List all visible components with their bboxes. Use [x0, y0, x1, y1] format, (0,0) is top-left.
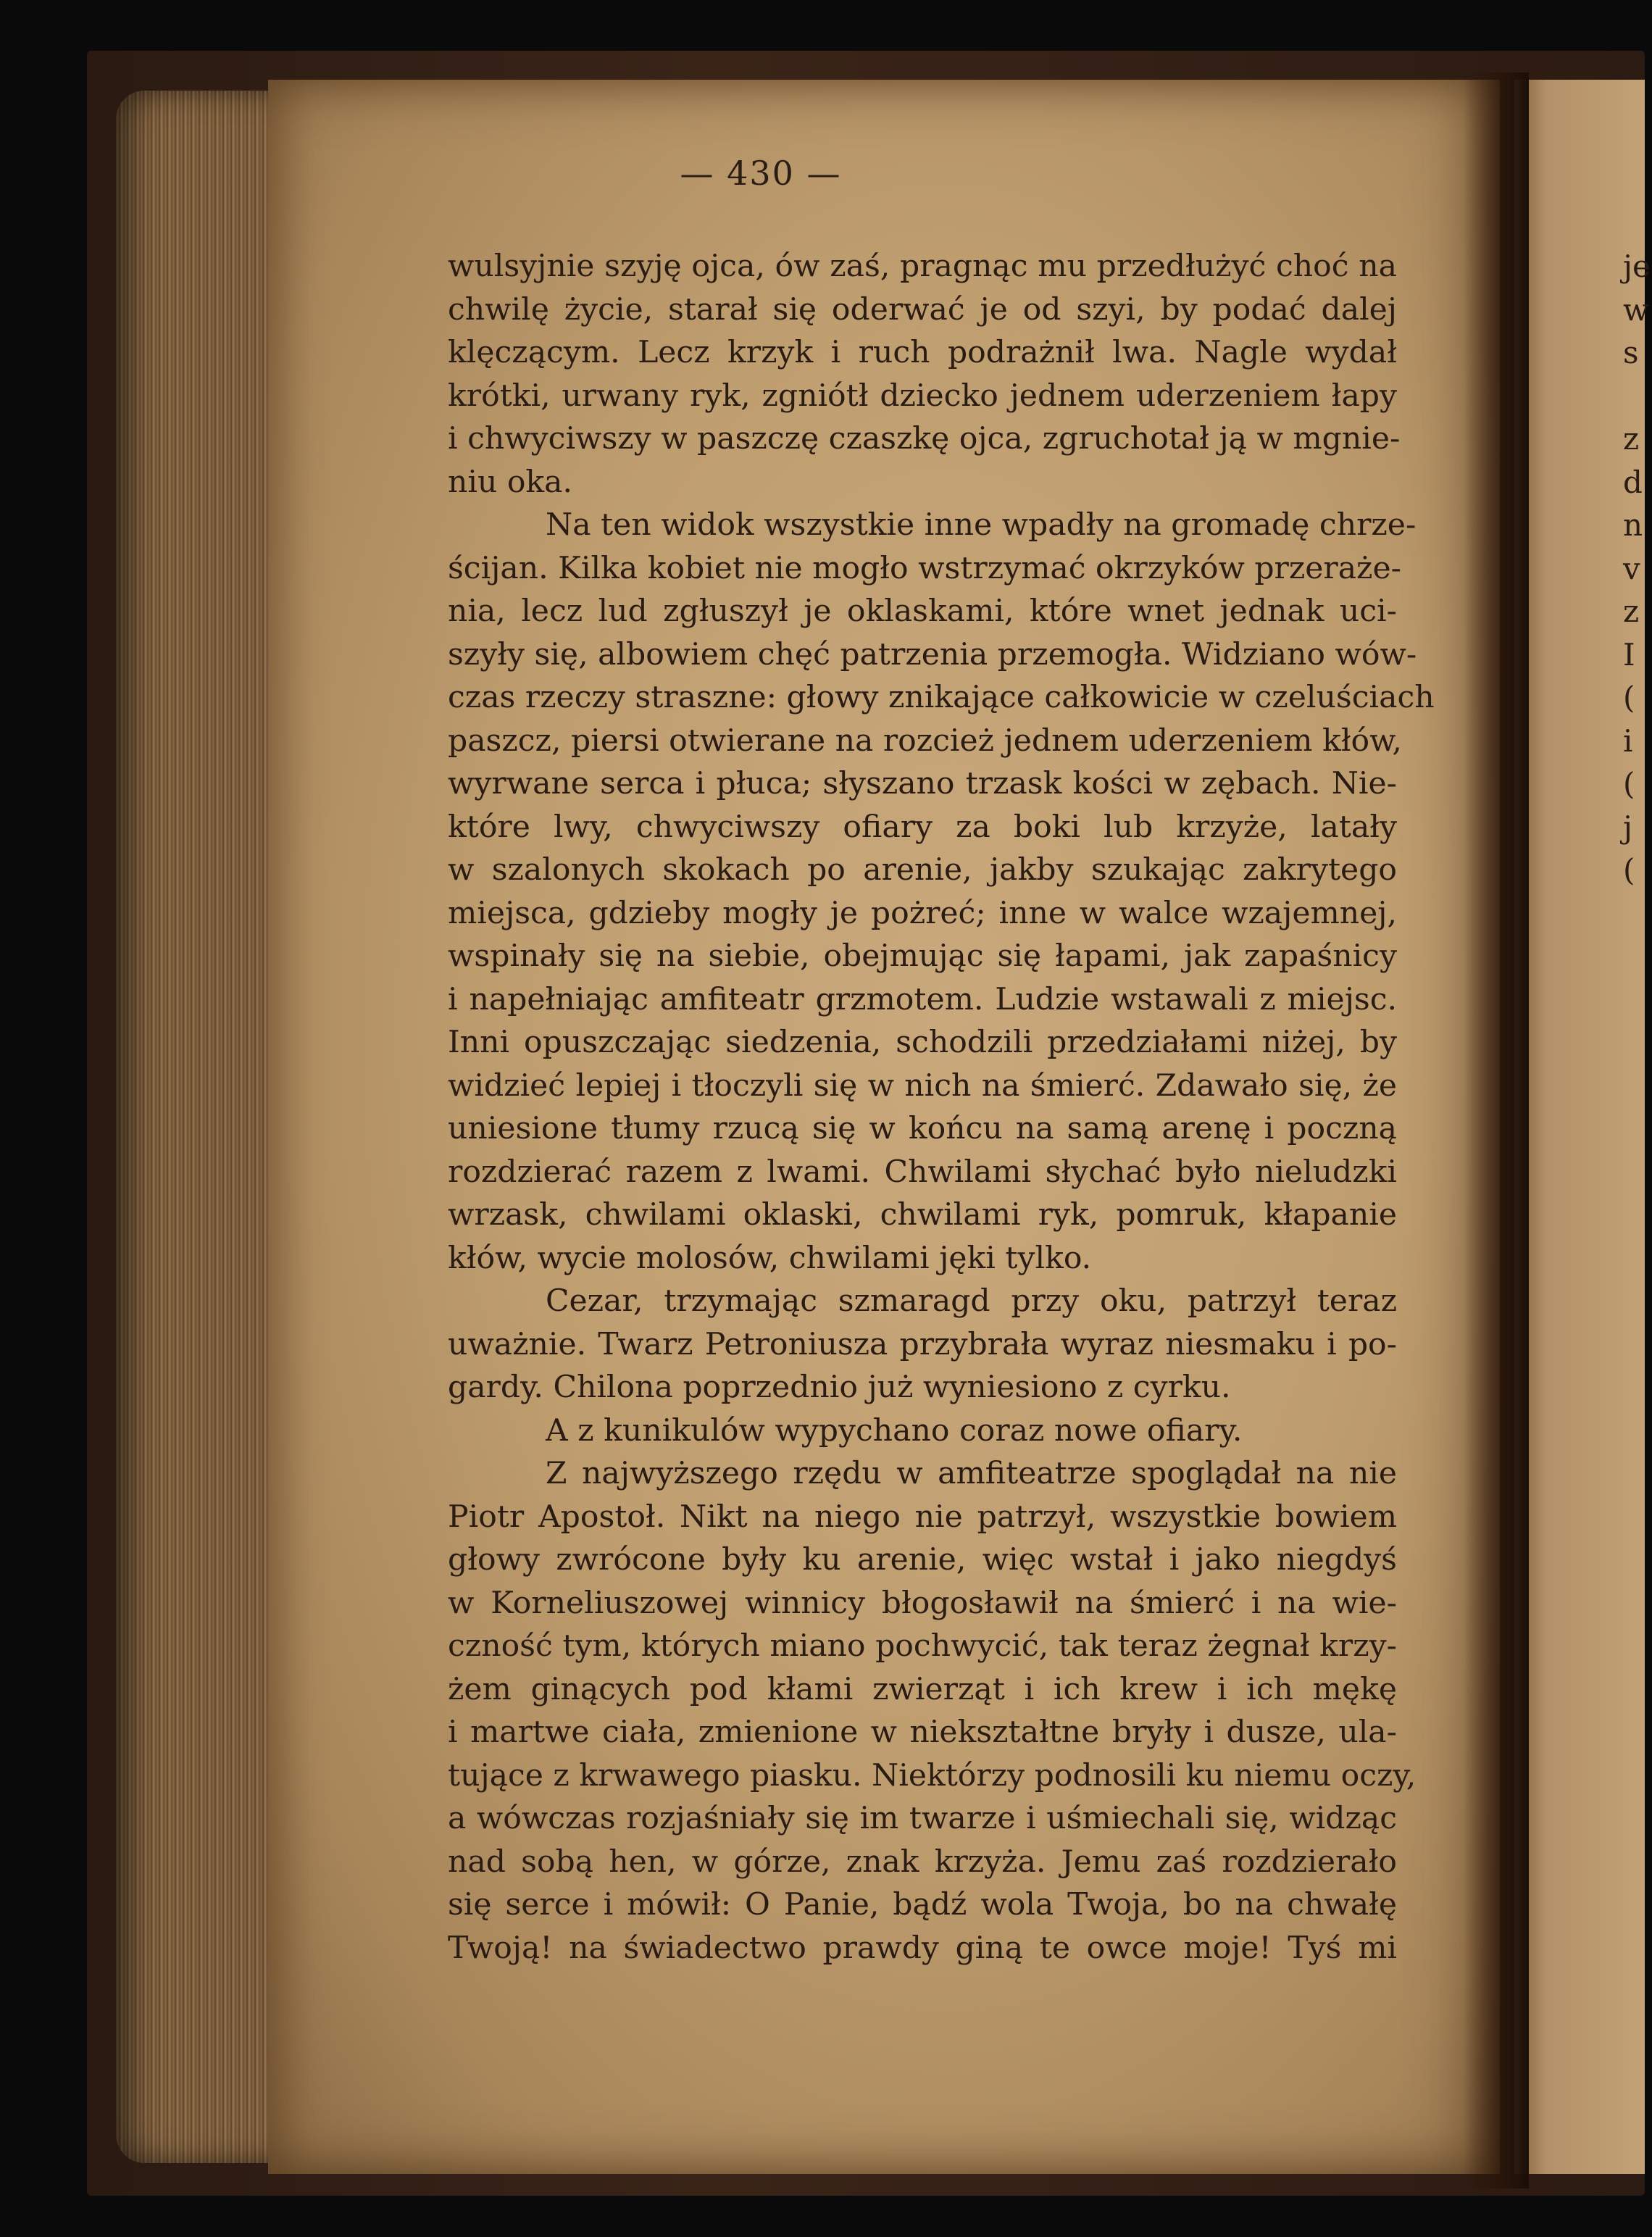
text-line: Piotr Apostoł. Nikt na niego nie patrzył, wszystkie bowiem: [448, 1499, 1397, 1535]
text-line: rozdzierać razem z lwami. Chwilami słychać było nieludzki: [448, 1154, 1397, 1190]
right-page-fragment: s: [1623, 335, 1639, 370]
text-line: nia, lecz lud zgłuszył je oklaskami, które wnet jednak uci-: [448, 593, 1397, 629]
right-page-fragment: [1623, 375, 1652, 418]
right-page-fragment: (: [1623, 852, 1635, 888]
text-line: głowy zwrócone były ku arenie, więc wstał i jako niegdyś: [448, 1542, 1397, 1578]
right-page-fragment: z: [1623, 421, 1640, 457]
text-line: i martwe ciała, zmienione w niekształtne bryły i dusze, ula-: [448, 1715, 1397, 1750]
right-page-fragment: (: [1623, 680, 1635, 715]
text-line: Twoją! na świadectwo prawdy giną te owce moje! Tyś mi: [448, 1930, 1397, 1966]
right-page-fragment: v: [1623, 550, 1640, 586]
text-line: kłów, wycie molosów, chwilami jęki tylko.: [448, 1240, 1092, 1276]
text-line: wyrwane serca i płuca; słyszano trzask kości w zębach. Nie-: [448, 766, 1397, 801]
text-line: czność tym, których miano pochwycić, tak teraz żegnał krzy-: [448, 1628, 1397, 1664]
right-page-text: [1623, 245, 1652, 892]
right-page-fragment: je: [1623, 249, 1651, 284]
right-page-fragment: w: [1623, 291, 1649, 328]
text-line: i chwyciwszy w paszczę czaszkę ojca, zgruchotał ją w mgnie-: [448, 421, 1401, 457]
text-line: Z najwyższego rzędu w amfiteatrze spoglądał na nie: [546, 1456, 1397, 1491]
right-page-fragment: z: [1623, 593, 1640, 629]
text-line: Cezar, trzymając szmaragd przy oku, patrzył teraz: [546, 1283, 1397, 1319]
page-number-header: — 430 —: [680, 154, 842, 193]
text-line: i napełniając amfiteatr grzmotem. Ludzie wstawali z miejsc.: [448, 981, 1397, 1017]
right-page-fragment: (: [1623, 766, 1635, 801]
text-line: niu oka.: [448, 464, 573, 500]
text-line: krótki, urwany ryk, zgniótł dziecko jednem uderzeniem łapy: [448, 378, 1397, 414]
text-line: wspinały się na siebie, obejmując się łapami, jak zapaśnicy: [448, 938, 1397, 974]
text-line: czas rzeczy straszne: głowy znikające całkowicie w czeluściach: [448, 680, 1435, 715]
right-page-fragment: j: [1623, 809, 1633, 845]
text-line: nad sobą hen, w górze, znak krzyża. Jemu zaś rozdzierało: [448, 1844, 1397, 1880]
text-line: Na ten widok wszystkie inne wpadły na gromadę chrze-: [546, 507, 1417, 543]
text-line: gardy. Chilona poprzednio już wyniesiono z cyrku.: [448, 1370, 1231, 1405]
text-line: w szalonych skokach po arenie, jakby szukając zakrytego: [448, 852, 1397, 888]
text-line: klęczącym. Lecz krzyk i ruch podrażnił lwa. Nagle wydał: [448, 335, 1397, 370]
text-line: wulsyjnie szyję ojca, ów zaś, pragnąc mu przedłużyć choć na: [448, 249, 1397, 284]
book-gutter: [1464, 72, 1529, 2188]
text-line: paszcz, piersi otwierane na rozcież jednem uderzeniem kłów,: [448, 722, 1402, 759]
text-line: A z kunikulów wypychano coraz nowe ofiary.: [546, 1412, 1243, 1449]
right-page-fragment: i: [1623, 722, 1633, 759]
text-line: chwilę życie, starał się oderwać je od szyi, by podać dalej: [448, 291, 1397, 328]
text-line: tujące z krwawego piasku. Niektórzy podnosili ku niemu oczy,: [448, 1757, 1417, 1794]
text-line: Inni opuszczając siedzenia, schodzili przedziałami niżej, by: [448, 1025, 1397, 1060]
text-line: w Korneliuszowej winnicy błogosławił na śmierć i na wie-: [448, 1585, 1397, 1621]
right-page-fragment: d: [1623, 464, 1643, 500]
text-line: się serce i mówił: O Panie, bądź wola Twoja, bo na chwałę: [448, 1887, 1397, 1923]
right-page-fragment: n: [1623, 507, 1643, 543]
text-line: żem ginących pod kłami zwierząt i ich krew i ich mękę: [448, 1671, 1397, 1707]
right-page-fragment: I: [1623, 636, 1635, 672]
text-line: uważnie. Twarz Petroniusza przybrała wyraz niesmaku i po-: [448, 1326, 1397, 1362]
text-line: a wówczas rozjaśniały się im twarze i uśmiechali się, widząc: [448, 1801, 1397, 1836]
text-line: wrzask, chwilami oklaski, chwilami ryk, pomruk, kłapanie: [448, 1197, 1397, 1233]
body-text: [448, 245, 1435, 1970]
text-line: które lwy, chwyciwszy ofiary za boki lub krzyże, latały: [448, 809, 1397, 845]
text-line: miejsca, gdzieby mogły je pożreć; inne w walce wzajemnej,: [448, 895, 1397, 931]
text-line: szyły się, albowiem chęć patrzenia przemogła. Widziano wów-: [448, 636, 1417, 672]
text-line: uniesione tłumy rzucą się w końcu na samą arenę i poczną: [448, 1111, 1397, 1146]
text-line: widzieć lepiej i tłoczyli się w nich na śmierć. Zdawało się, że: [448, 1067, 1397, 1104]
text-line: ścijan. Kilka kobiet nie mogło wstrzymać okrzyków przeraże-: [448, 550, 1401, 586]
